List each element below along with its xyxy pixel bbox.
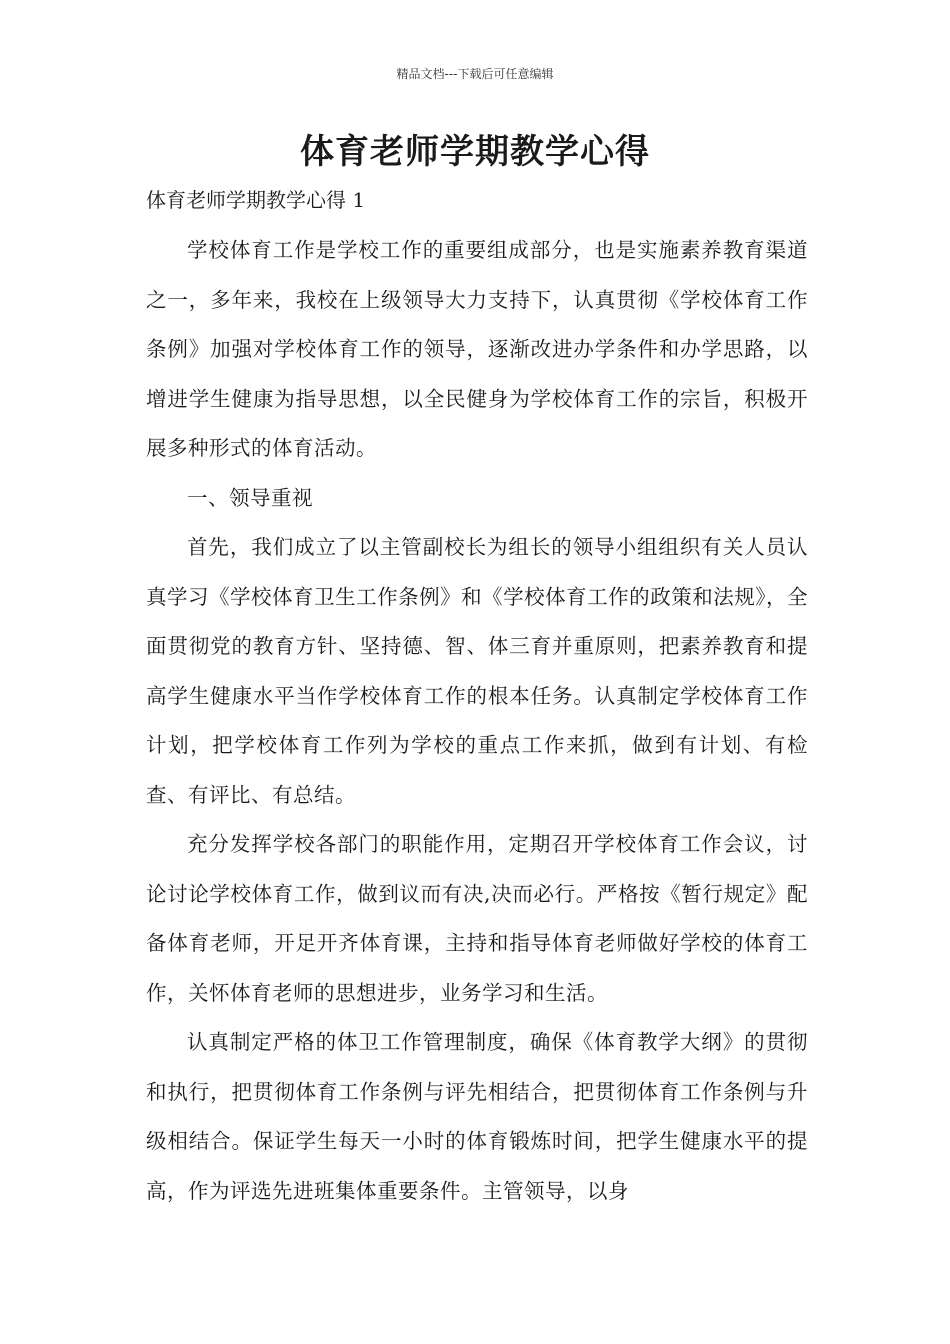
paragraph-department-roles: 充分发挥学校各部门的职能作用，定期召开学校体育工作会议，讨论讨论学校体育工作，做到议而有决,决而必行。严格按《暂行规定》配备体育老师，开足开齐体育课，主持和指导体育老师做好学校的体育工作，关怀体育老师的思想进步，业务学习和生活。 [146, 832, 808, 1005]
paragraph-leadership-group: 首先，我们成立了以主管副校长为组长的领导小组组织有关人员认真学习《学校体育卫生工作条例》和《学校体育工作的政策和法规》，全面贯彻党的教育方针、坚持德、智、体三育并重原则，把素养教育和提高学生健康水平当作学校体育工作的根本任务。认真制定学校体育工作计划，把学校体育工作列为学校的重点工作来抓，做到有计划、有检查、有评比、有总结。 [146, 535, 808, 807]
document-body [146, 226, 808, 1216]
paragraph-management-system: 认真制定严格的体卫工作管理制度，确保《体育教学大纲》的贯彻和执行，把贯彻体育工作条例与评先相结合，把贯彻体育工作条例与升级相结合。保证学生每天一小时的体育锻炼时间，把学生健康水平的提高，作为评选先进班集体重要条件。主管领导，以身 [146, 1030, 808, 1203]
paragraph-intro: 学校体育工作是学校工作的重要组成部分，也是实施素养教育渠道之一，多年来，我校在上级领导大力支持下，认真贯彻《学校体育工作条例》加强对学校体育工作的领导，逐渐改进办学条件和办学思路，以增进学生健康为指导思想，以全民健身为学校体育工作的宗旨，积极开展多种形式的体育活动。 [146, 238, 808, 460]
header-note: 精品文档---下载后可任意编辑 [396, 67, 554, 81]
section-subtitle: 体育老师学期教学心得 1 [146, 188, 366, 212]
document-title: 体育老师学期教学心得 [300, 132, 650, 172]
section-heading-leadership: 一、领导重视 [187, 485, 313, 510]
